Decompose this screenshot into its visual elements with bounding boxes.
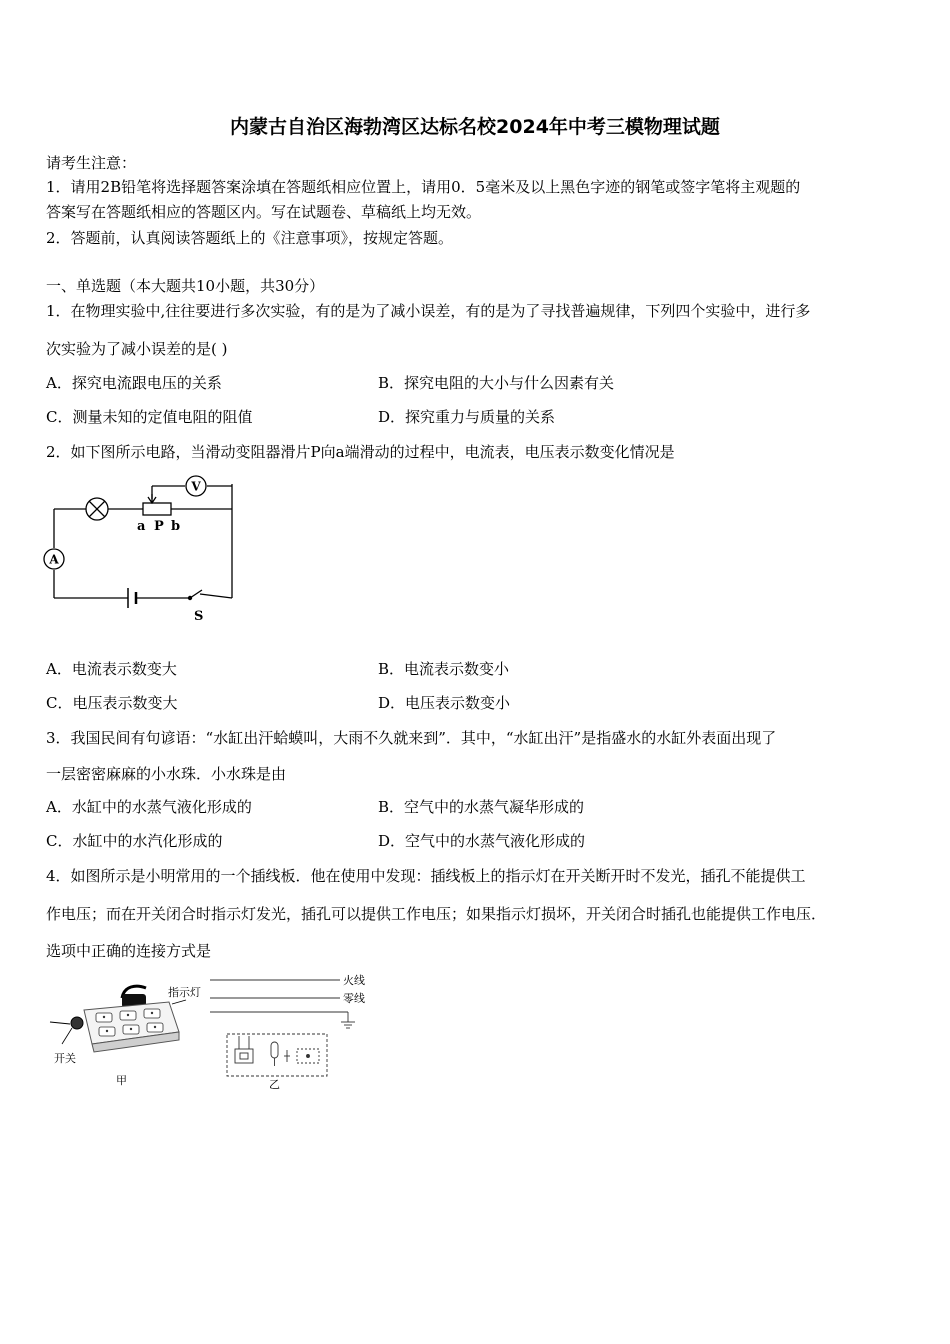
jia-label: 甲: [116, 1074, 127, 1087]
q2-circuit-diagram: [40, 472, 250, 627]
q4-stem-line2: 作电压；而在开关闭合时指示灯发光，插孔可以提供工作电压；如果指示灯损坏，开关闭合时插孔也能提供工作电压．: [46, 905, 827, 923]
q2-option-b: B．电流表示数变小: [378, 660, 510, 678]
svg-text:A: A: [49, 552, 59, 567]
label-b: b: [171, 519, 181, 534]
q3-option-d: D．空气中的水蒸气液化形成的: [378, 832, 586, 850]
q4-stem-line1: 4．如图所示是小明常用的一个插线板．他在使用中发现：插线板上的指示灯在开关断开时不发光，插孔不能提供工: [46, 867, 806, 885]
q2-option-a: A．电流表示数变大: [46, 660, 177, 678]
q2-option-c: C．电压表示数变大: [46, 694, 178, 712]
q3-stem-line1: 3．我国民间有句谚语：“水缸出汗蛤蟆叫，大雨不久就来到”．其中，“水缸出汗”是指盛水的水缸外表面出现了: [46, 729, 777, 747]
indicator-light-label: 指示灯: [168, 986, 201, 999]
lamp-icon: [86, 498, 108, 520]
power-strip-icon: [84, 1002, 179, 1052]
q1-option-b: B．探究电阻的大小与什么因素有关: [378, 374, 615, 392]
q2-option-d: D．电压表示数变小: [378, 694, 511, 712]
q2-stem: 2．如下图所示电路，当滑动变阻器滑片P向a端滑动的过程中，电流表，电压表示数变化情况是: [46, 443, 675, 461]
q1-option-a: A．探究电流跟电压的关系: [46, 374, 222, 392]
section1-heading: 一、单选题（本大题共10小题，共30分）: [46, 277, 325, 295]
q3-stem-line2: 一层密密麻麻的小水珠．小水珠是由: [46, 765, 287, 783]
notice-item1-line1: 1．请用2B铅笔将选择题答案涂填在答题纸相应位置上，请用0．5毫米及以上黑色字迹的钢笔或签字笔将主观题的: [46, 178, 801, 196]
q1-stem-line2: 次实验为了减小误差的是( ): [46, 340, 228, 358]
q1-stem-line1: 1．在物理实验中,往往要进行多次实验，有的是为了减小误差，有的是为了寻找普遍规律，下列四个实验中，进行多: [46, 302, 811, 320]
notice-heading: 请考生注意：: [46, 154, 137, 172]
q3-option-b: B．空气中的水蒸气凝华形成的: [378, 798, 585, 816]
neutral-wire-label: 零线: [343, 992, 365, 1005]
q3-option-c: C．水缸中的水汽化形成的: [46, 832, 223, 850]
voltmeter-icon: [186, 476, 206, 496]
switch-label: 开关: [54, 1052, 76, 1065]
q4-stem-line3: 选项中正确的连接方式是: [46, 942, 212, 960]
switch-button-icon: [71, 1017, 83, 1029]
q4-power-strip-figure: [44, 980, 219, 1090]
battery-icon: [128, 588, 136, 608]
page-title: 内蒙古自治区海勃湾区达标名校2024年中考三模物理试题: [230, 116, 720, 138]
live-wire-label: 火线: [343, 974, 365, 987]
q3-option-a: A．水缸中的水蒸气液化形成的: [46, 798, 252, 816]
switch-icon: [188, 590, 202, 600]
q1-option-d: D．探究重力与质量的关系: [378, 408, 556, 426]
yi-label: 乙: [269, 1078, 280, 1091]
notice-item2: 2．答题前，认真阅读答题纸上的《注意事项》，按规定答题。: [46, 229, 454, 247]
label-a: a: [137, 519, 146, 534]
label-p: P: [154, 519, 164, 534]
q1-option-c: C．测量未知的定值电阻的阻值: [46, 408, 253, 426]
ammeter-icon: [44, 549, 64, 569]
q4-wiring-figure: [205, 970, 375, 1095]
svg-text:V: V: [191, 479, 201, 494]
slider-arrow-icon: [148, 494, 156, 503]
rheostat-icon: [143, 503, 171, 515]
notice-item1-line2: 答案写在答题纸相应的答题区内。写在试题卷、草稿纸上均无效。: [46, 203, 482, 221]
label-s: S: [194, 609, 204, 624]
